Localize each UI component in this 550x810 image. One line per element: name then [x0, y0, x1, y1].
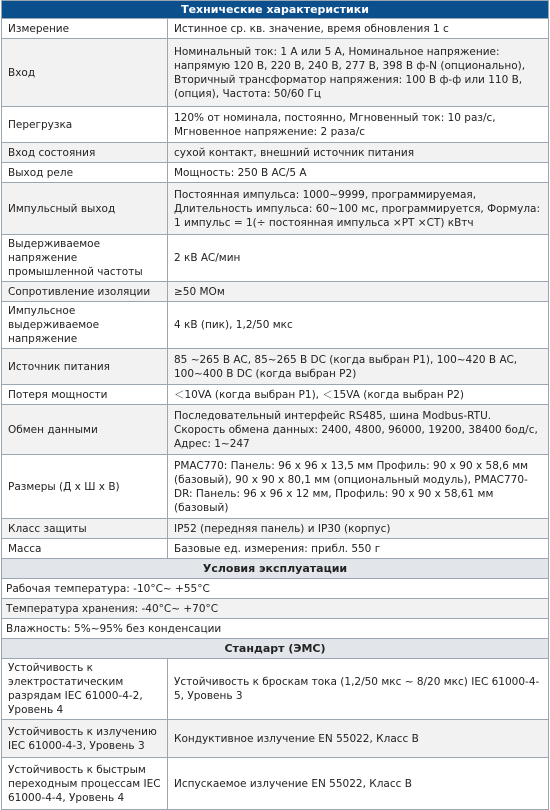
row-label: Измерение	[2, 19, 168, 39]
table-row	[2, 385, 549, 405]
row-value: Базовые ед. измерения: прибл. 550 г	[168, 539, 549, 559]
row-value: Номинальный ток: 1 А или 5 А, Номинальное напряжение: напрямую 120 В, 220 В, 240 В, 277 В, 398 В ф-N (опционально), Вторичный трансформатор напряжения: 100 В ф-ф или 110 В, (опция), Частота: 50/60 Гц	[168, 39, 549, 107]
emc-left: Устойчивость к электростатическим разрядам IEC 61000-4-2, Уровень 4	[2, 659, 168, 720]
table-row	[2, 143, 549, 163]
row-value: 85 ~265 В AC, 85~265 В DC (когда выбран P1), 100~420 В AC, 100~400 В DC (когда выбран P2)	[168, 349, 549, 385]
emc-left: Устойчивость к быстрым переходным процессам IEC 61000-4-4, Уровень 4	[2, 758, 168, 810]
row-label: Сопротивление изоляции	[2, 282, 168, 302]
table-row	[2, 405, 549, 455]
row-value: IP52 (передняя панель) и IP30 (корпус)	[168, 519, 549, 539]
table-row	[2, 619, 549, 639]
row-value: сухой контакт, внешний источник питания	[168, 143, 549, 163]
row-label: Импульсный выход	[2, 183, 168, 235]
table-row	[2, 539, 549, 559]
emc-header	[2, 639, 549, 659]
row-value: 120% от номинала, постоянно, Мгновенный ток: 10 раз/с, Мгновенное напряжение: 2 раза/с	[168, 107, 549, 143]
row-label: Класс защиты	[2, 519, 168, 539]
row-label: Обмен данными	[2, 405, 168, 455]
tech-header	[2, 1, 549, 19]
emc-right: Устойчивость к броскам тока (1,2/50 мкс ~ 8/20 мкс) IEC 61000-4-5, Уровень 3	[168, 659, 549, 720]
table-row	[2, 163, 549, 183]
table-row	[2, 235, 549, 282]
table-row	[2, 579, 549, 599]
table-row	[2, 758, 549, 810]
row-value: Истинное ср. кв. значение, время обновления 1 с	[168, 19, 549, 39]
emc-title: Стандарт (ЭМС)	[2, 639, 549, 659]
row-label: Размеры (Д х Ш х В)	[2, 455, 168, 519]
spec-table	[1, 0, 549, 810]
row-label: Вход состояния	[2, 143, 168, 163]
row-value: ＜10VA (когда выбран P1), ＜15VA (когда выбран P2)	[168, 385, 549, 405]
condition-item: Рабочая температура: -10°C~ +55°C	[2, 579, 549, 599]
row-label: Выдерживаемое напряжение промышленной частоты	[2, 235, 168, 282]
row-value: Последовательный интерфейс RS485, шина Modbus-RTU. Скорость обмена данных: 2400, 4800, 96000, 19200, 38400 бод/с, Адрес: 1~247	[168, 405, 549, 455]
row-label: Масса	[2, 539, 168, 559]
tech-title: Технические характеристики	[2, 1, 549, 19]
row-label: Перегрузка	[2, 107, 168, 143]
table-row	[2, 39, 549, 107]
emc-right: Кондуктивное излучение EN 55022, Класс B	[168, 720, 549, 758]
table-row	[2, 282, 549, 302]
table-row	[2, 19, 549, 39]
row-value: Постоянная импульса: 1000~9999, программируемая, Длительность импульса: 60~100 мс, программируется, Формула: 1 импульс = 1(÷ постоянная импульса ×PT ×CT) кВтч	[168, 183, 549, 235]
table-row	[2, 183, 549, 235]
table-row	[2, 659, 549, 720]
row-label: Импульсное выдерживаемое напряжение	[2, 302, 168, 349]
row-label: Выход реле	[2, 163, 168, 183]
table-row	[2, 349, 549, 385]
conditions-header	[2, 559, 549, 579]
emc-left: Устойчивость к излучению IEC 61000-4-3, Уровень 3	[2, 720, 168, 758]
row-label: Источник питания	[2, 349, 168, 385]
row-label: Потеря мощности	[2, 385, 168, 405]
condition-item: Температура хранения: -40°C~ +70°C	[2, 599, 549, 619]
row-value: 2 кВ AC/мин	[168, 235, 549, 282]
table-row	[2, 720, 549, 758]
table-row	[2, 519, 549, 539]
row-value: PMAC770: Панель: 96 х 96 х 13,5 мм Профиль: 90 х 90 х 58,6 мм (базовый), 90 х 90 х 80,1 мм (опциональный модуль), PMAC770-DR: Панель: 96 х 96 х 12 мм, Профиль: 90 х 90 х 58,61 мм (базовый)	[168, 455, 549, 519]
table-row	[2, 107, 549, 143]
emc-right: Испускаемое излучение EN 55022, Класс B	[168, 758, 549, 810]
table-row	[2, 455, 549, 519]
row-label: Вход	[2, 39, 168, 107]
row-value: 4 кВ (пик), 1,2/50 мкс	[168, 302, 549, 349]
conditions-title: Условия эксплуатации	[2, 559, 549, 579]
table-row	[2, 302, 549, 349]
table-row	[2, 599, 549, 619]
row-value: Мощность: 250 В AC/5 А	[168, 163, 549, 183]
condition-item: Влажность: 5%~95% без конденсации	[2, 619, 549, 639]
row-value: ≥50 МОм	[168, 282, 549, 302]
